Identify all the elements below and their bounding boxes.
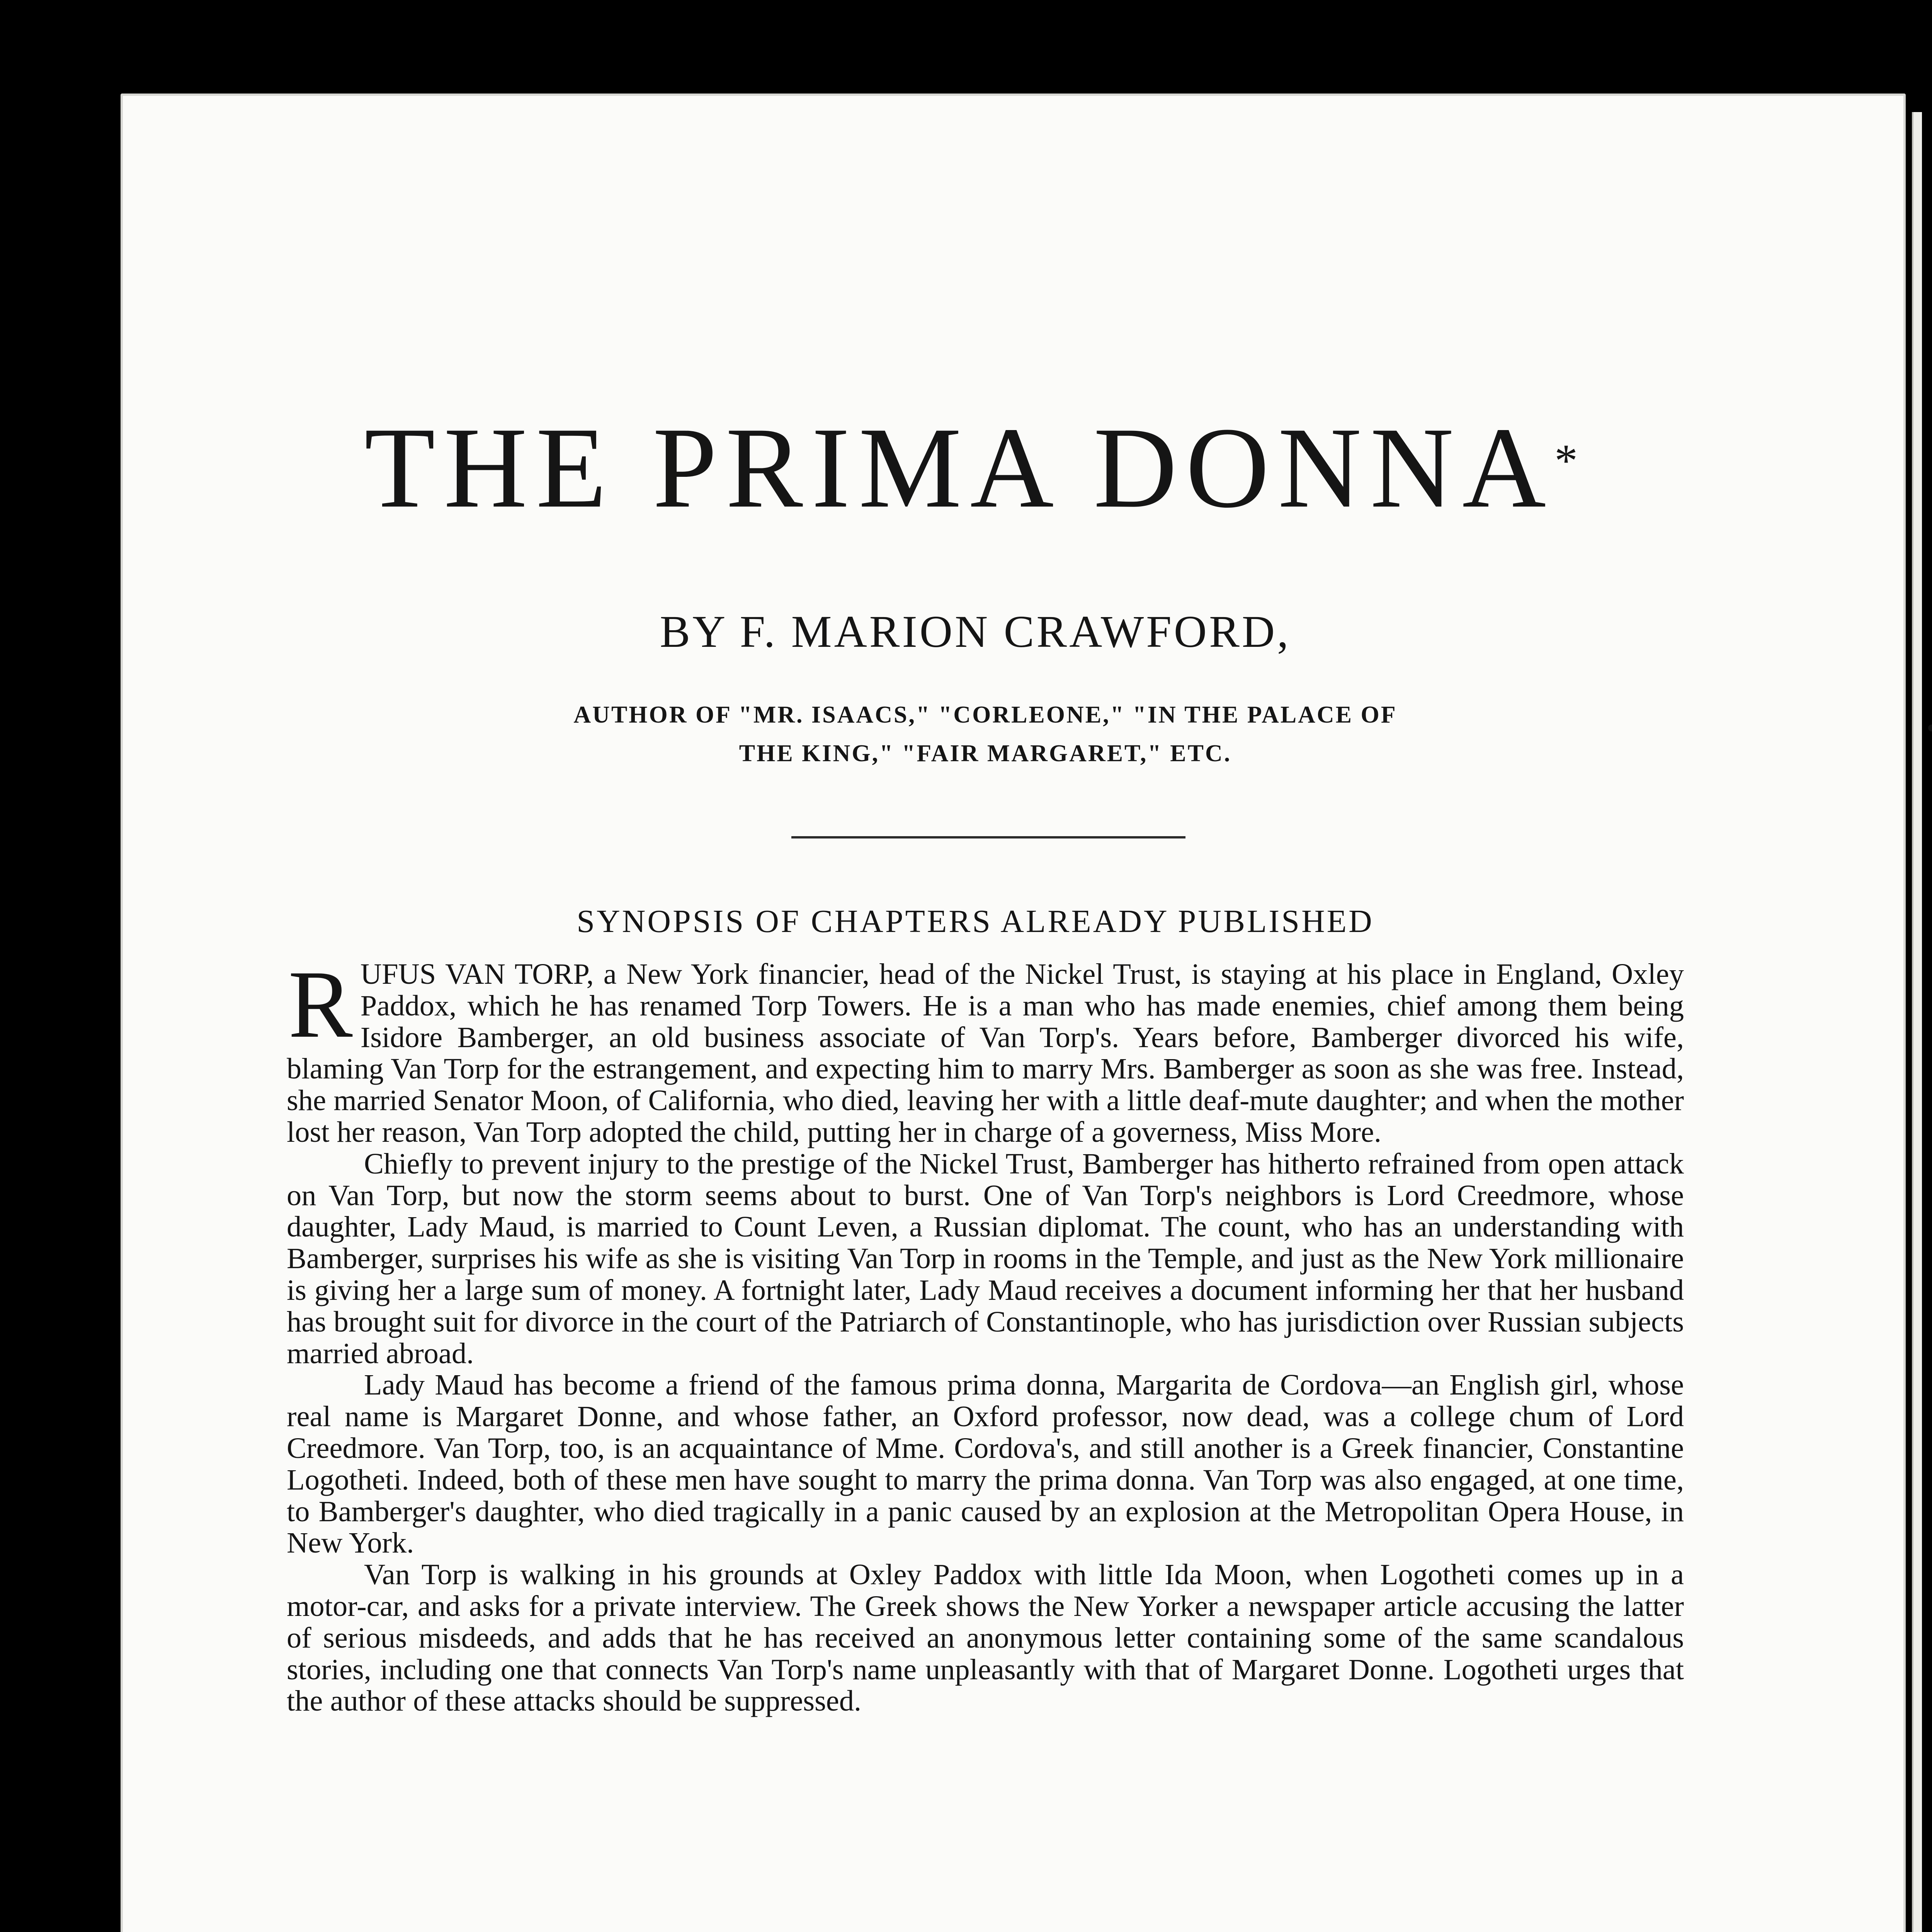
drop-cap: R [288,951,353,1058]
margin-mark [1928,724,1932,731]
story-title [0,402,1932,533]
synopsis-paragraph: Van Torp is walking in his grounds at Oxley Paddox with little Ida Moon, when Logotheti comes up in a motor-car, and asks for a private interview. The Greek shows the New Yorker a newspaper article accusing the latter of serious misdeeds, and adds that he has received an anonymous letter containing some of the same scandalous stories, including one that connects Van Torp's name unpleasantly with that of Margaret Donne. Logotheti urges that the author of these attacks should be suppressed. [287,1558,1684,1718]
author-byline: BY F. MARION CRAWFORD, [660,606,1291,657]
author-credits-line-1: AUTHOR OF "MR. ISAACS," "CORLEONE," "IN THE PALACE OF [573,702,1397,728]
synopsis-text [287,951,1684,1718]
synopsis-paragraph: Chiefly to prevent injury to the prestige of the Nickel Trust, Bamberger has hitherto refrained from open attack on Van Torp, but now the storm seems about to burst. One of Van Torp's neighbors is Lord Creedmore, whose daughter, Lady Maud, is married to Count Leven, a Russian diplomat. The count, who has an understanding with Bamberger, surprises his wife as she is visiting Van Torp in rooms in the Temple, and just as the New York millionaire is giving her a large sum of money. A fortnight later, Lady Maud receives a document informing her that her husband has brought suit for divorce in the court of the Patriarch of Constantinople, who has jurisdiction over Russian subjects married abroad. [287,1147,1684,1370]
synopsis-paragraph [287,951,1684,1148]
synopsis-heading: SYNOPSIS OF CHAPTERS ALREADY PUBLISHED [577,903,1374,939]
adjacent-page-edge [1912,112,1922,1932]
title-footnote-mark: * [1554,435,1587,486]
author-credits [495,696,1476,773]
synopsis-paragraph: Lady Maud has become a friend of the famous prima donna, Margarita de Cordova—an English girl, whose real name is Margaret Donne, and whose father, an Oxford professor, now dead, was a college chum of Lord Creedmore. Van Torp, too, is an acquaintance of Mme. Cordova's, and still another is a Greek financier, Constantine Logotheti. Indeed, both of these men have sought to marry the prima donna. Van Torp was also engaged, at one time, to Bamberger's daughter, who died tragically in a panic caused by an explosion at the Metropolitan Opera House, in New York. [287,1368,1684,1560]
story-title-text: THE PRIMA DONNA [364,403,1555,532]
author-credits-line-2: THE KING," "FAIR MARGARET," ETC. [739,740,1232,767]
synopsis-paragraph-text: UFUS VAN TORP, a New York financier, head of the Nickel Trust, is staying at his place in England, Oxley Paddox, which he has renamed Torp Towers. He is a man who has made enemies, chief among them being Isidore Bamberger, an old business associate of Van Torp's. Years before, Bamberger divorced his wife, blaming Van Torp for the estrangement, and expecting him to marry Mrs. Bamberger as soon as she was free. Instead, she married Senator Moon, of California, who died, leaving her with a little deaf-mute daughter; and when the mother lost her reason, Van Torp adopted the child, putting her in charge of a governess, Miss More. [287,957,1684,1148]
section-divider [791,836,1185,838]
